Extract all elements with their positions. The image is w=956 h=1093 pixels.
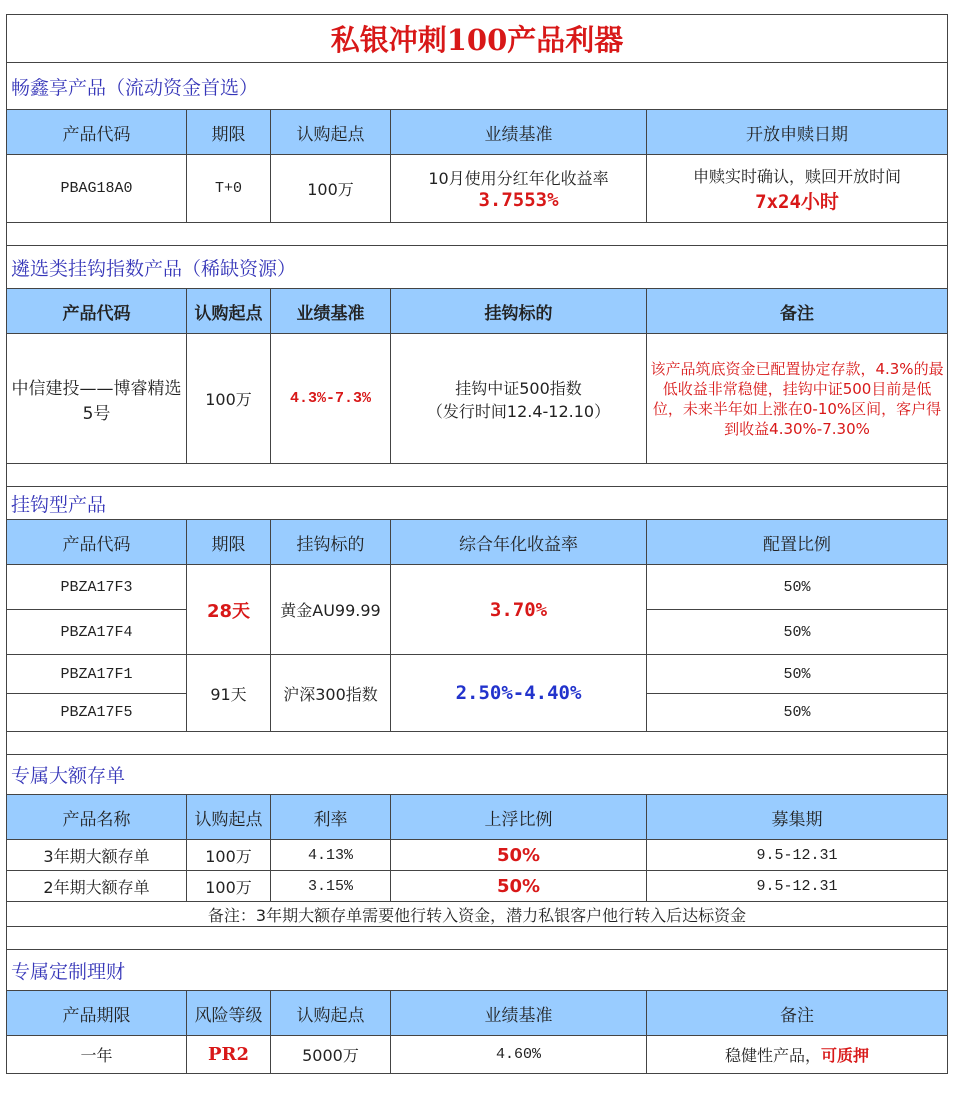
col-header: 上浮比例 xyxy=(391,795,647,840)
col-header: 配置比例 xyxy=(647,520,948,565)
product-name: 3年期大额存单 xyxy=(7,840,187,871)
col-header: 综合年化收益率 xyxy=(391,520,647,565)
issue-period: （发行时间12.4-12.10） xyxy=(426,401,611,421)
col-header: 产品期限 xyxy=(7,991,187,1036)
col-header: 募集期 xyxy=(647,795,948,840)
benchmark-label: 10月使用分红年化收益率 xyxy=(428,169,609,188)
spacer xyxy=(7,464,948,487)
note-highlight: 可质押 xyxy=(821,1046,870,1065)
term: 一年 xyxy=(7,1036,187,1074)
section-heading-custom-wealth: 专属定制理财 xyxy=(7,950,948,991)
col-header: 业绩基准 xyxy=(271,289,391,334)
spacer xyxy=(7,927,948,950)
col-header: 期限 xyxy=(187,520,271,565)
product-code: PBZA17F4 xyxy=(7,610,187,655)
col-header: 挂钩标的 xyxy=(271,520,391,565)
section-heading-index-linked: 遴选类挂钩指数产品（稀缺资源） xyxy=(7,246,948,289)
col-header: 开放申赎日期 xyxy=(647,110,948,155)
section-heading-large-cd: 专属大额存单 xyxy=(7,755,948,795)
spacer xyxy=(7,223,948,246)
underlying: 黄金AU99.99 xyxy=(271,565,391,655)
col-header: 期限 xyxy=(187,110,271,155)
open-label: 申赎实时确认，赎回开放时间 xyxy=(693,166,902,186)
product-code: PBZA17F1 xyxy=(7,655,187,694)
product-code: 中信建投——博睿精选5号 xyxy=(7,334,187,464)
col-header: 挂钩标的 xyxy=(391,289,647,334)
section-heading-changxinxiang: 畅鑫享产品（流动资金首选） xyxy=(7,63,948,110)
ratio: 50% xyxy=(647,655,948,694)
col-header: 业绩基准 xyxy=(391,110,647,155)
underlying: 挂钩中证500指数 xyxy=(455,378,582,398)
col-header: 产品名称 xyxy=(7,795,187,840)
product-code: PBAG18A0 xyxy=(7,155,187,223)
rate: 3.15% xyxy=(271,871,391,902)
ratio: 50% xyxy=(647,694,948,732)
col-header: 风险等级 xyxy=(187,991,271,1036)
rate: 4.13% xyxy=(271,840,391,871)
float-ratio: 50% xyxy=(391,840,647,871)
spacer xyxy=(7,732,948,755)
benchmark: 4.3%-7.3% xyxy=(271,334,391,464)
open-value: 7x24小时 xyxy=(755,190,839,213)
underlying-cell xyxy=(391,334,647,464)
col-header: 认购起点 xyxy=(271,110,391,155)
benchmark-value: 3.7553% xyxy=(478,189,559,211)
table-row xyxy=(7,334,948,464)
product-name: 2年期大额存单 xyxy=(7,871,187,902)
min-amount: 5000万 xyxy=(271,1036,391,1074)
float-ratio: 50% xyxy=(391,871,647,902)
note: 该产品筑底资金已配置协定存款，4.3%的最低收益非常稳健，挂钩中证500目前是低位，未来半年如上涨在0-10%区间，客户得到收益4.30%-7.30% xyxy=(647,334,948,464)
min-amount: 100万 xyxy=(187,334,271,464)
product-table xyxy=(6,14,948,1074)
table-row xyxy=(7,655,948,694)
underlying: 沪深300指数 xyxy=(271,655,391,732)
period: 9.5-12.31 xyxy=(647,840,948,871)
term: 91天 xyxy=(187,655,271,732)
table-row xyxy=(7,565,948,610)
section-heading-linked: 挂钩型产品 xyxy=(7,487,948,520)
note-text: 稳健性产品， xyxy=(725,1046,822,1065)
open-date-cell xyxy=(647,155,948,223)
product-code: PBZA17F3 xyxy=(7,565,187,610)
min-amount: 100万 xyxy=(187,840,271,871)
benchmark: 4.60% xyxy=(391,1036,647,1074)
col-header: 认购起点 xyxy=(271,991,391,1036)
min-amount: 100万 xyxy=(187,871,271,902)
col-header: 业绩基准 xyxy=(391,991,647,1036)
period: 9.5-12.31 xyxy=(647,871,948,902)
risk-level: PR2 xyxy=(187,1036,271,1074)
cd-note: 备注：3年期大额存单需要他行转入资金，潜力私银客户他行转入后达标资金 xyxy=(7,902,948,927)
note-cell xyxy=(647,1036,948,1074)
min-amount: 100万 xyxy=(271,155,391,223)
col-header: 利率 xyxy=(271,795,391,840)
term: 28天 xyxy=(187,565,271,655)
table-row xyxy=(7,155,948,223)
product-code: PBZA17F5 xyxy=(7,694,187,732)
page-title: 私银冲刺100产品利器 xyxy=(7,15,948,63)
annual-rate: 3.70% xyxy=(391,565,647,655)
annual-rate: 2.50%-4.40% xyxy=(391,655,647,732)
col-header: 认购起点 xyxy=(187,795,271,840)
benchmark-cell xyxy=(391,155,647,223)
table-row xyxy=(7,840,948,871)
ratio: 50% xyxy=(647,565,948,610)
col-header: 产品代码 xyxy=(7,289,187,334)
col-header: 认购起点 xyxy=(187,289,271,334)
col-header: 备注 xyxy=(647,991,948,1036)
table-row xyxy=(7,871,948,902)
term: T+0 xyxy=(187,155,271,223)
ratio: 50% xyxy=(647,610,948,655)
col-header: 备注 xyxy=(647,289,948,334)
table-row xyxy=(7,1036,948,1074)
col-header: 产品代码 xyxy=(7,520,187,565)
col-header: 产品代码 xyxy=(7,110,187,155)
